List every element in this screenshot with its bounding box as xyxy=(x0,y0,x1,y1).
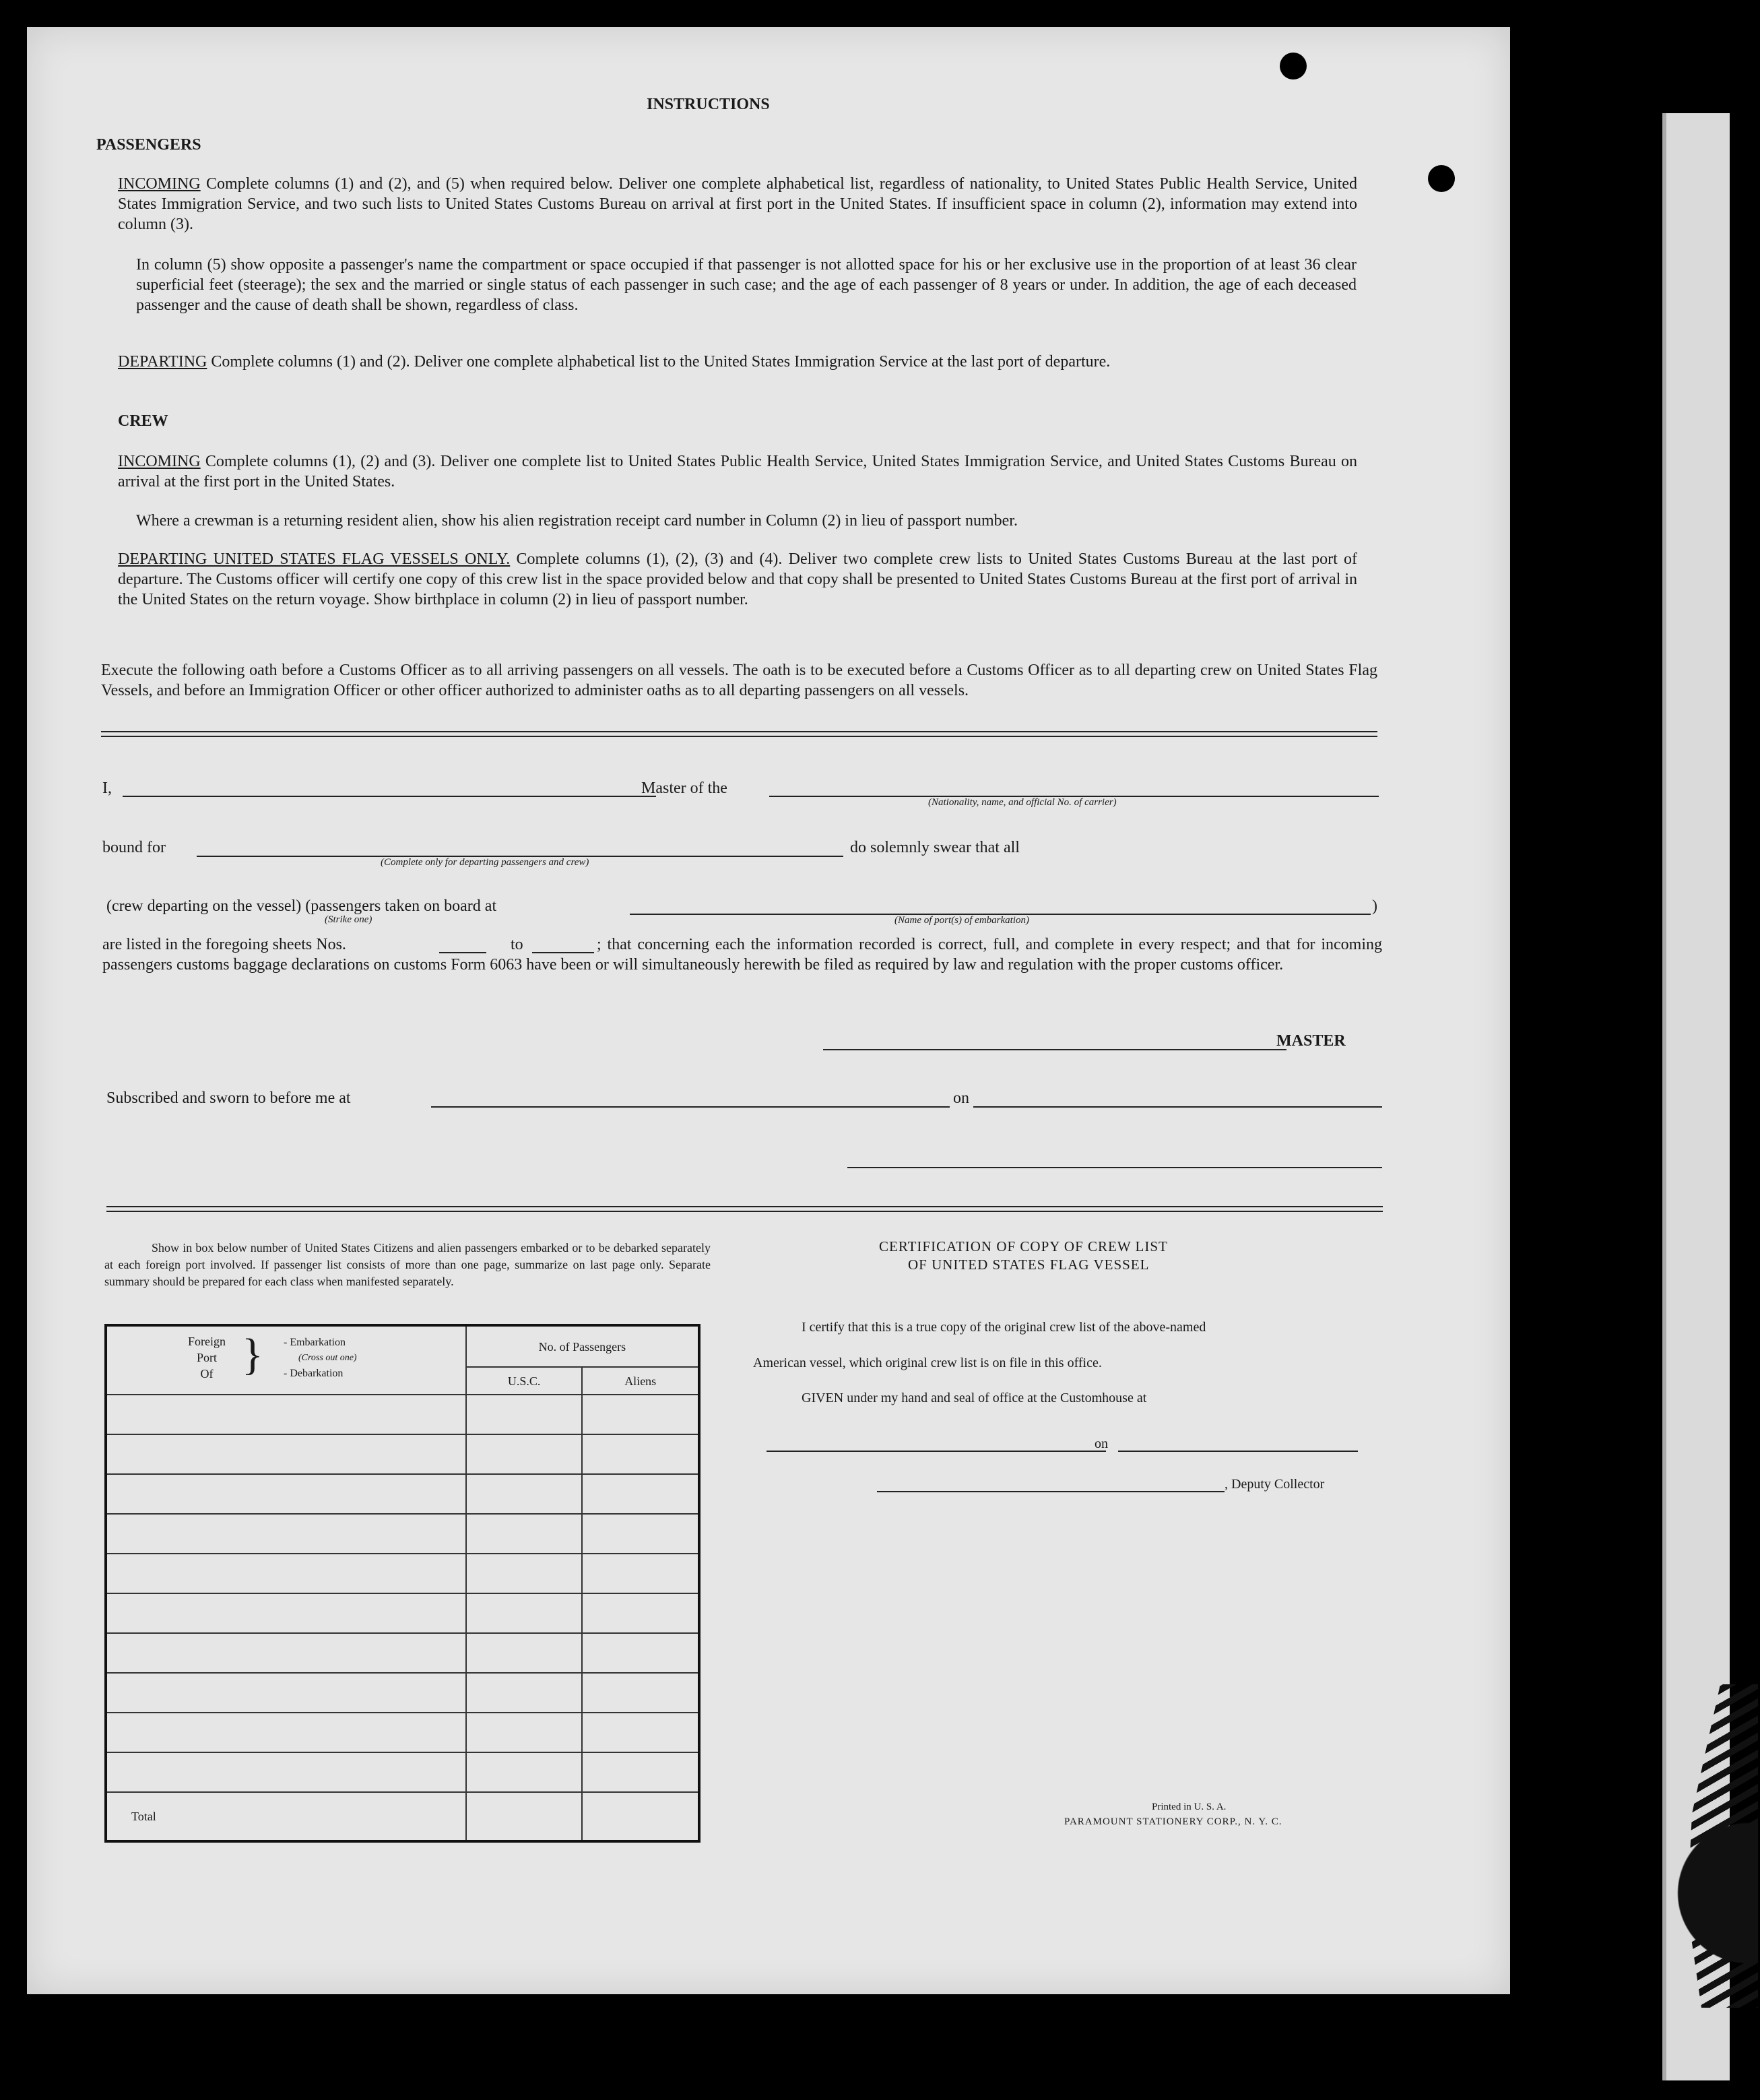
foreign-port-header xyxy=(106,1325,466,1395)
port-cell[interactable] xyxy=(106,1554,466,1593)
aliens-cell[interactable] xyxy=(582,1554,699,1593)
cert-given: GIVEN under my hand and seal of office at the Customhouse at xyxy=(802,1391,1147,1405)
passengers-departing-label: DEPARTING xyxy=(118,353,207,371)
cert-deputy: , Deputy Collector xyxy=(1225,1477,1325,1492)
oath-swear: do solemnly swear that all xyxy=(850,839,1020,856)
crew-departing-text: Complete columns (1), (2), (3) and (4). Deliver two complete crew lists to United States Customs Bureau at the last port of departure. The Customs officer will certify one copy of this crew list in the space provided below and that copy shall be presented to United States Customs Bureau at the first port of arrival in the United States on the return voyage. Show birthplace in column (2) in lieu of passport number. xyxy=(118,550,1357,608)
aliens-cell[interactable] xyxy=(582,1434,699,1474)
total-aliens-cell[interactable] xyxy=(582,1792,699,1841)
crew-departing-label: DEPARTING UNITED STATES FLAG VESSELS ONLY. xyxy=(118,550,511,568)
aliens-cell[interactable] xyxy=(582,1713,699,1752)
officer-signature-line[interactable] xyxy=(847,1167,1382,1168)
passengers-departing-paragraph xyxy=(118,352,1357,372)
aliens-cell[interactable] xyxy=(582,1514,699,1554)
oath-crew-departing: (crew departing on the vessel) (passengers taken on board at xyxy=(106,897,497,915)
passengers-column5-text: In column (5) show opposite a passenger's name the compartment or space occupied if that passenger is not allotted space for his or her exclusive use in the proportion of at least 36 clear superficial feet (steerage); the sex and the married or single status of each passenger in such case; and the age of each passenger of 8 years or under. In addition, the age of each deceased passenger and the cause of death shall be shown, regardless of class. xyxy=(136,256,1357,314)
aliens-cell[interactable] xyxy=(582,1395,699,1434)
punch-hole-icon xyxy=(1280,53,1307,79)
crew-heading: CREW xyxy=(118,412,168,430)
port-cell[interactable] xyxy=(106,1633,466,1673)
passengers-incoming-label: INCOMING xyxy=(118,175,201,193)
seal-body xyxy=(1657,1806,1758,1981)
debarkation-label: - Debarkation xyxy=(284,1368,344,1379)
oath-sheets-b: ; that concerning each the information recorded is correct, full, and complete in every respect; and that for incoming passengers customs baggage declarations on customs Form 6063 have been or will simultaneously herewith be filed as required by law and regulation with the proper customs officer. xyxy=(102,936,1382,974)
sworn-on-line[interactable] xyxy=(973,1106,1382,1108)
oath-sheets-to: to xyxy=(511,936,523,953)
usc-cell[interactable] xyxy=(466,1752,583,1792)
passenger-summary-table xyxy=(104,1324,700,1843)
usc-cell[interactable] xyxy=(466,1554,583,1593)
oath-subscribed: Subscribed and sworn to before me at xyxy=(106,1089,351,1107)
cert-date-line[interactable] xyxy=(1118,1451,1358,1452)
aliens-cell[interactable] xyxy=(582,1752,699,1792)
cert-on: on xyxy=(1095,1436,1108,1451)
passengers-incoming-text: Complete columns (1) and (2), and (5) when required below. Deliver one complete alphabetical list, regardless of nationality, to United States Public Health Service, United States Immigration Service, and two such lists to United States Customs Bureau on arrival at first port in the United States. If insufficient space in column (2), information may extend into column (3). xyxy=(118,175,1358,233)
usc-cell[interactable] xyxy=(466,1474,583,1514)
port-cell[interactable] xyxy=(106,1752,466,1792)
usc-cell[interactable] xyxy=(466,1633,583,1673)
usc-cell[interactable] xyxy=(466,1673,583,1713)
aliens-header: Aliens xyxy=(582,1367,699,1395)
passengers-departing-text: Complete columns (1) and (2). Deliver one complete alphabetical list to the United States Immigration Service at the last port of departure. xyxy=(211,353,1111,371)
port-cell[interactable] xyxy=(106,1514,466,1554)
usc-cell[interactable] xyxy=(466,1395,583,1434)
strike-one-hint: (Strike one) xyxy=(325,914,372,925)
oath-intro: Execute the following oath before a Customs Officer as to all arriving passengers on all vessels. The oath is to be executed before a Customs Officer as to all departing crew on United States Flag Vessels, and before an Immigration Officer or other officer authorized to administer oaths as to all departing passengers on all vessels. xyxy=(101,662,1377,699)
usc-cell[interactable] xyxy=(466,1514,583,1554)
summary-instructions: Show in box below number of United States Citizens and alien passengers embarked or to be debarked separately at each foreign port involved. If passenger list consists of more than one page, summarize on last page only. Separate summary should be prepared for each class when manifested separately. xyxy=(104,1241,711,1288)
document-page xyxy=(27,27,1510,1994)
passengers-heading: PASSENGERS xyxy=(96,136,201,154)
oath-on: on xyxy=(953,1089,969,1107)
no-passengers-header: No. of Passengers xyxy=(466,1325,699,1367)
usc-header: U.S.C. xyxy=(466,1367,583,1395)
aliens-cell[interactable] xyxy=(582,1673,699,1713)
cert-certify: I certify that this is a true copy of the original crew list of the above-named xyxy=(802,1320,1206,1335)
bound-hint: (Complete only for departing passengers and crew) xyxy=(381,857,589,868)
embarkation-label: - Embarkation xyxy=(284,1337,346,1348)
port-label: Port xyxy=(196,1351,217,1364)
cross-out-label: (Cross out one) xyxy=(298,1353,357,1363)
passengers-incoming-paragraph xyxy=(118,174,1357,234)
total-usc-cell[interactable] xyxy=(466,1792,583,1841)
aliens-cell[interactable] xyxy=(582,1593,699,1633)
cert-american: American vessel, which original crew list is on file in this office. xyxy=(753,1356,1102,1370)
usc-cell[interactable] xyxy=(466,1593,583,1633)
printer-line-1: Printed in U. S. A. xyxy=(1152,1802,1227,1812)
page-title: INSTRUCTIONS xyxy=(647,96,770,113)
divider xyxy=(101,731,1377,737)
master-name-line[interactable] xyxy=(123,796,656,797)
port-cell[interactable] xyxy=(106,1673,466,1713)
aliens-cell[interactable] xyxy=(582,1474,699,1514)
port-cell[interactable] xyxy=(106,1395,466,1434)
oath-i-label: I, xyxy=(102,779,112,797)
customhouse-line[interactable] xyxy=(767,1451,1106,1452)
cert-title-2: OF UNITED STATES FLAG VESSEL xyxy=(908,1256,1150,1273)
crew-crewman-text: Where a crewman is a returning resident alien, show his alien registration receipt card number in Column (2) in lieu of passport number. xyxy=(136,512,1018,530)
crew-departing-paragraph xyxy=(118,549,1357,610)
crew-incoming-label: INCOMING xyxy=(118,453,201,470)
oath-bound-for: bound for xyxy=(102,839,166,856)
crew-incoming-text: Complete columns (1), (2) and (3). Deliver one complete list to United States Public Health Service, United States Immigration Service, and United States Customs Bureau on arrival at the first port in the United States. xyxy=(118,453,1358,490)
port-cell[interactable] xyxy=(106,1434,466,1474)
oath-sheets-a: are listed in the foregoing sheets Nos. xyxy=(102,936,346,953)
crew-incoming-paragraph xyxy=(118,451,1357,492)
aliens-cell[interactable] xyxy=(582,1633,699,1673)
usc-cell[interactable] xyxy=(466,1434,583,1474)
ports-hint: (Name of port(s) of embarkation) xyxy=(894,915,1029,926)
port-cell[interactable] xyxy=(106,1593,466,1633)
divider xyxy=(106,1206,1383,1212)
punch-hole-icon xyxy=(1428,165,1455,192)
deputy-signature-line[interactable] xyxy=(877,1491,1225,1492)
cert-title-1: CERTIFICATION OF COPY OF CREW LIST xyxy=(879,1238,1168,1254)
of-label: Of xyxy=(200,1367,214,1380)
carrier-hint: (Nationality, name, and official No. of carrier) xyxy=(928,797,1117,808)
master-signature-line[interactable] xyxy=(823,1049,1286,1050)
printer-line-2: PARAMOUNT STATIONERY CORP., N. Y. C. xyxy=(1064,1816,1282,1827)
brace-icon: } xyxy=(242,1330,263,1379)
total-label: Total xyxy=(106,1792,466,1841)
oath-master-of-the: Master of the xyxy=(641,779,727,797)
adjacent-page-edge xyxy=(1662,113,1666,2080)
port-cell[interactable] xyxy=(106,1474,466,1514)
sworn-at-line[interactable] xyxy=(431,1106,950,1108)
foreign-label: Foreign xyxy=(188,1335,226,1348)
oath-master: MASTER xyxy=(1276,1032,1346,1050)
usc-cell[interactable] xyxy=(466,1713,583,1752)
close-paren: ) xyxy=(1372,897,1377,915)
port-cell[interactable] xyxy=(106,1713,466,1752)
